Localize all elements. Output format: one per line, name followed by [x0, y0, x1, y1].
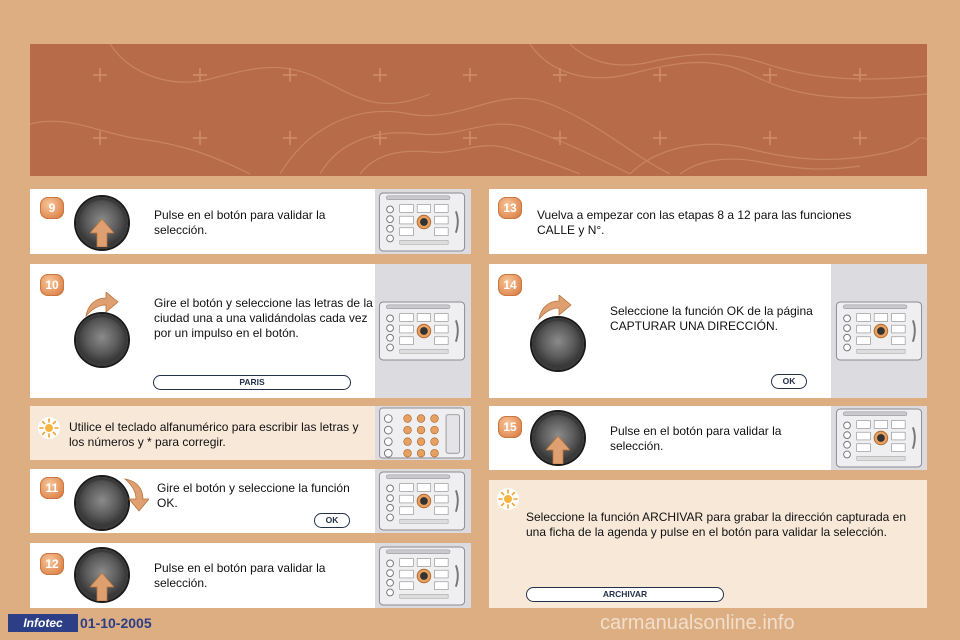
step-15-number-badge: 15	[498, 416, 522, 438]
tip-archive-display-field: ARCHIVAR	[526, 587, 724, 602]
step-11-instruction: Gire el botón y seleccione la función OK.	[157, 481, 350, 510]
step-13-panel	[489, 189, 927, 254]
step-15-panel	[489, 406, 927, 470]
step-12-panel	[30, 543, 471, 608]
watermark: carmanualsonline.info	[600, 612, 795, 634]
step-12-number-badge: 12	[40, 553, 64, 575]
step-14-display-field: OK	[771, 374, 807, 389]
header-banner	[30, 44, 927, 176]
step-11-number-badge: 11	[40, 477, 64, 499]
step-11-display-field: OK	[314, 513, 350, 528]
step-13-number-badge: 13	[498, 197, 522, 219]
radio-unit-icon	[835, 301, 923, 361]
radio-unit-icon	[378, 301, 466, 361]
control-knob-icon	[76, 477, 128, 529]
step-14-number-badge: 14	[498, 274, 522, 296]
step-10-display-field: PARIS	[153, 375, 351, 390]
radio-unit-icon	[378, 471, 466, 531]
tip-keypad-text: Utilice el teclado alfanumérico para escribir las letras y los números y * para corregir.	[69, 420, 359, 449]
step-14-panel	[489, 264, 927, 398]
step-14-instruction: Seleccione la función OK de la página CAPTURAR UNA DIRECCIÓN.	[610, 304, 813, 333]
step-10-instruction: Gire el botón y seleccione las letras de la ciudad una a una validándolas cada vez por un impulso en el botón.	[154, 296, 373, 340]
tip-archive-panel	[489, 480, 927, 608]
tip-archive-text: Seleccione la función ARCHIVAR para grabar la dirección capturada en una ficha de la agenda y pulse en el botón para validar la selección.	[526, 510, 906, 539]
radio-unit-icon	[378, 192, 466, 252]
step-12-instruction: Pulse en el botón para validar la selección.	[154, 561, 326, 590]
press-arrow-icon	[546, 436, 570, 464]
footer-date: 01-10-2005	[80, 615, 152, 631]
turn-down-arrow-icon	[123, 477, 149, 513]
step-10-number-badge: 10	[40, 274, 64, 296]
infotec-logo: Infotec	[8, 614, 78, 632]
sun-icon	[496, 487, 520, 511]
press-arrow-icon	[90, 573, 114, 601]
press-arrow-icon	[90, 219, 114, 247]
contour-map-icon	[30, 44, 927, 176]
keypad-icon	[378, 407, 466, 459]
control-knob-icon	[532, 318, 584, 370]
step-9-instruction: Pulse en el botón para validar la selección.	[154, 208, 326, 237]
radio-unit-icon	[378, 546, 466, 606]
step-15-instruction: Pulse en el botón para validar la selección.	[610, 424, 782, 453]
step-13-instruction: Vuelva a empezar con las etapas 8 a 12 para las funciones CALLE y N°.	[537, 208, 852, 237]
step-11-panel	[30, 469, 471, 533]
sun-icon	[37, 416, 61, 440]
step-10-panel	[30, 264, 471, 398]
tip-keypad-panel	[30, 406, 471, 460]
control-knob-icon	[76, 314, 128, 366]
radio-unit-icon	[835, 408, 923, 468]
step-9-number-badge: 9	[40, 197, 64, 219]
step-9-panel	[30, 189, 471, 254]
